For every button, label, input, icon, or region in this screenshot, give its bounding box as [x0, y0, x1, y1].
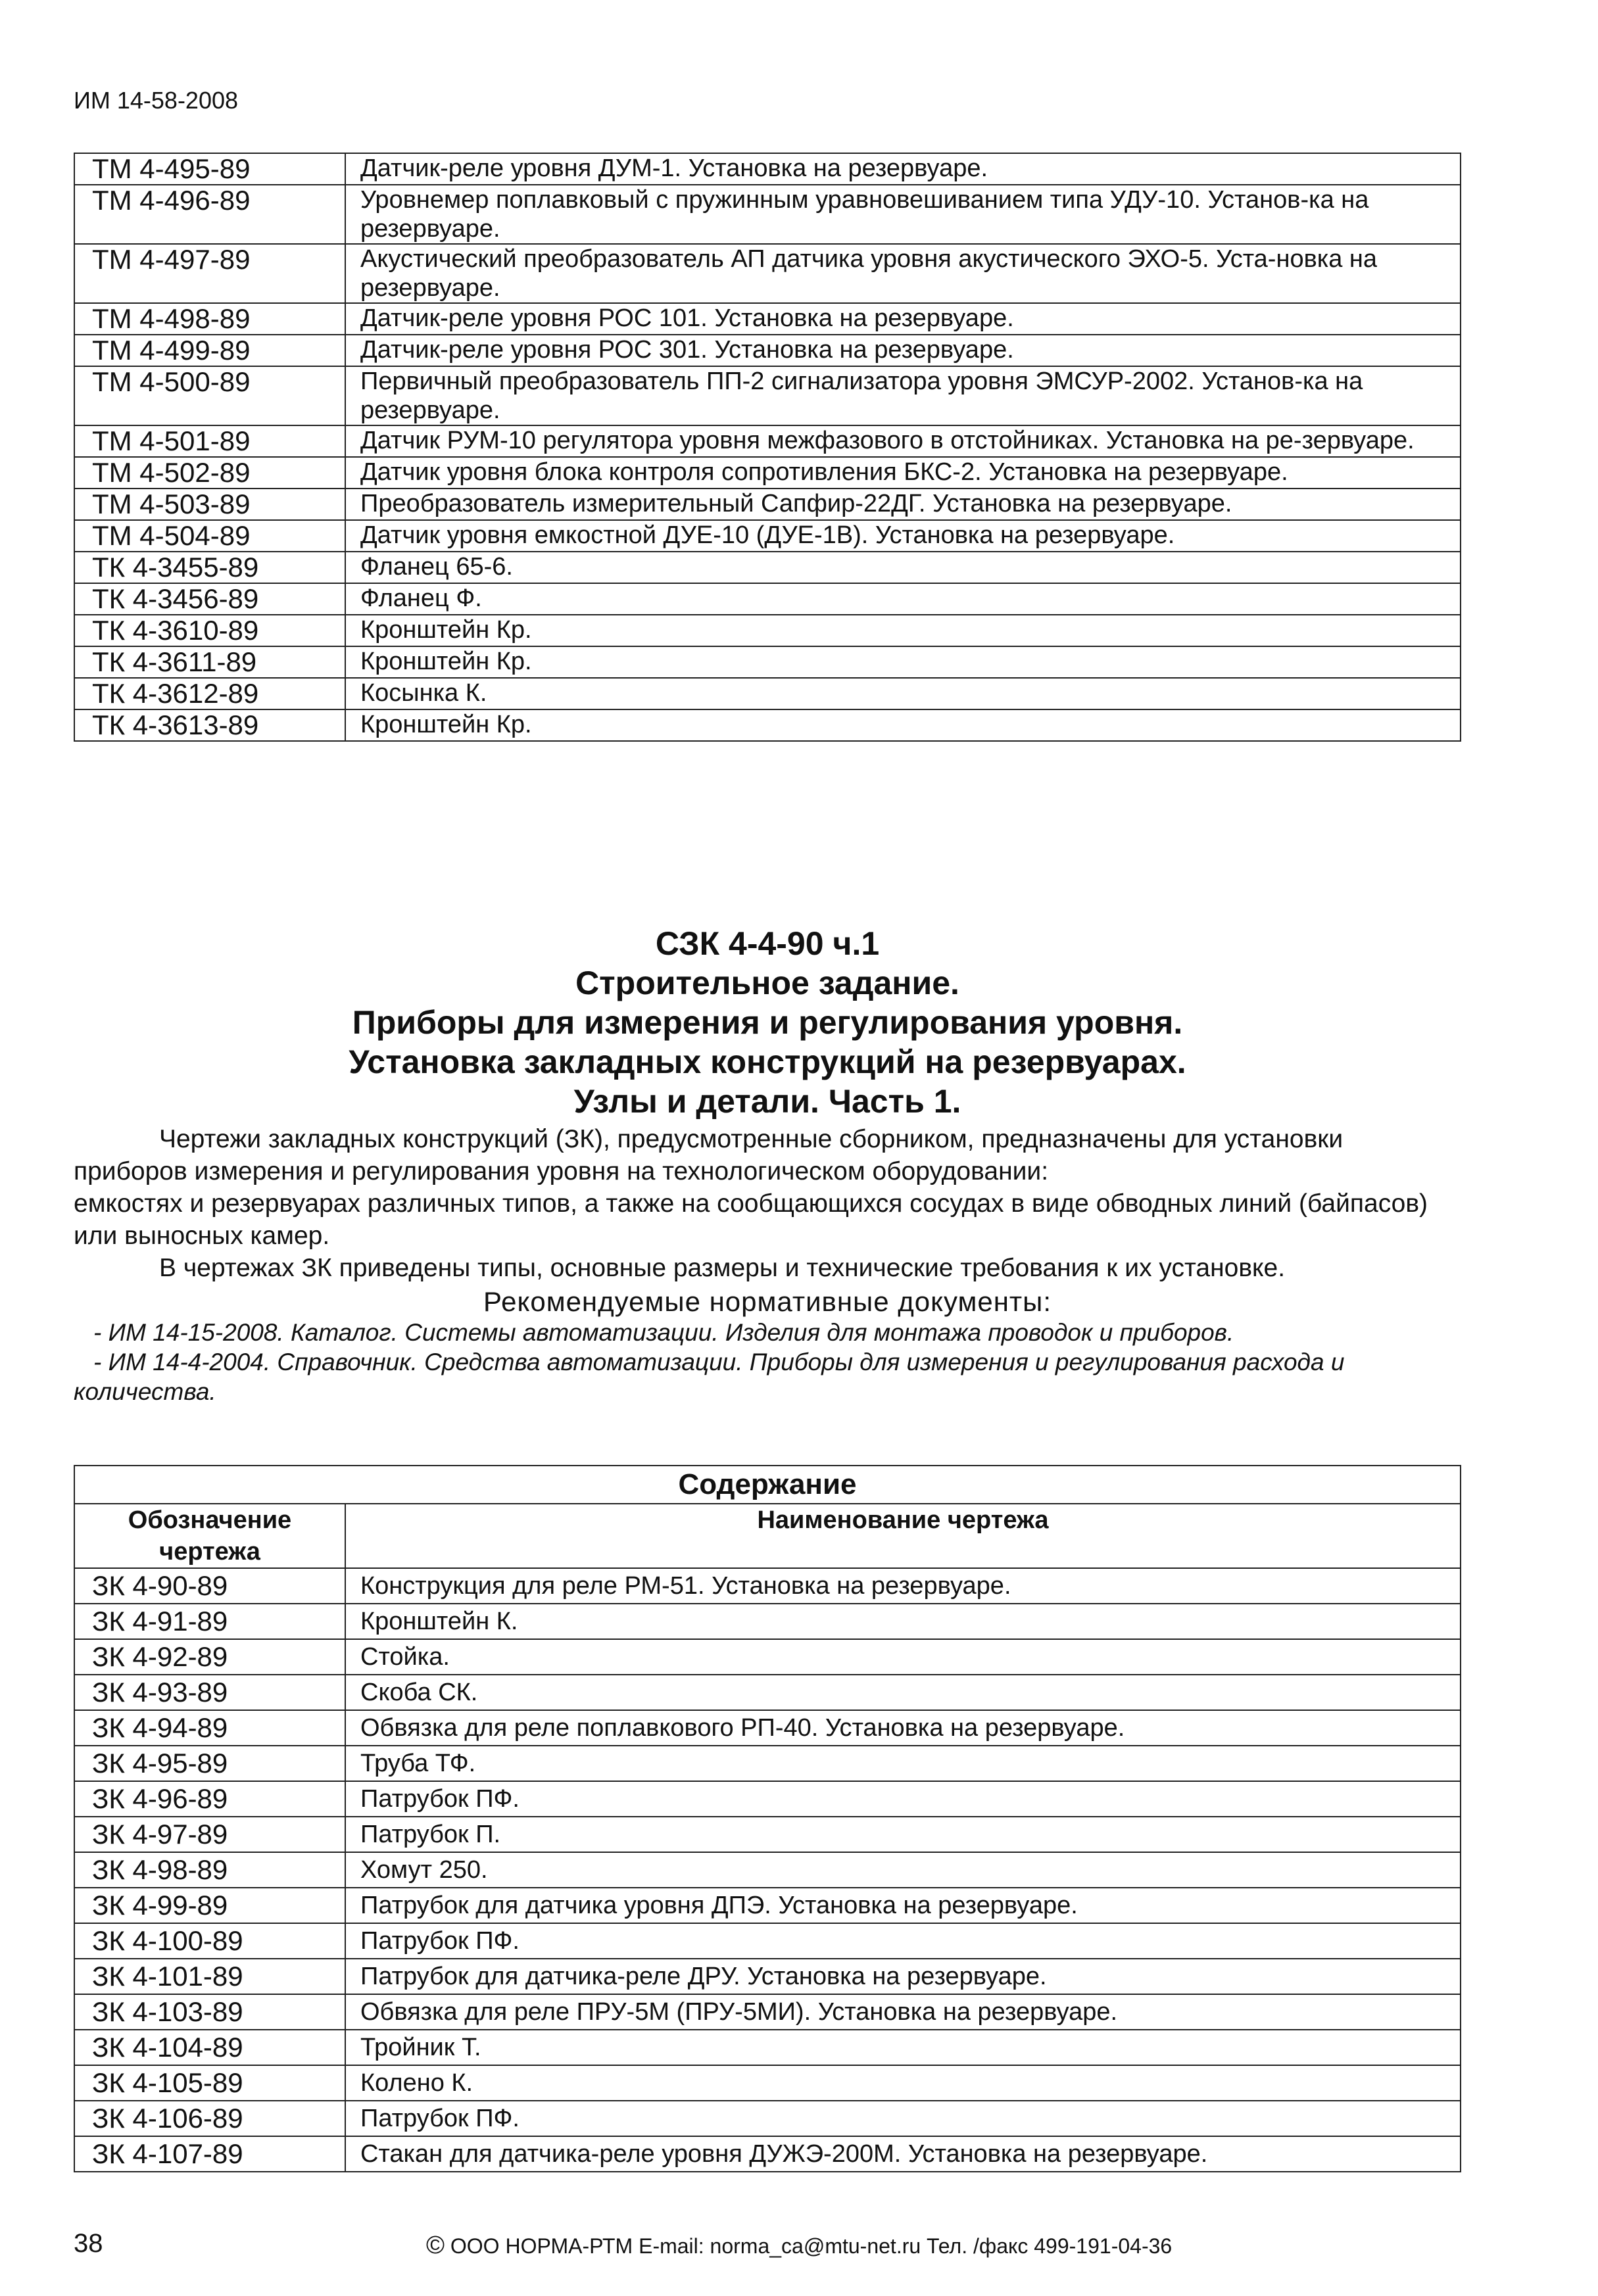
drawing-name: Кронштейн Кр.	[345, 646, 1461, 678]
drawing-code: ТК 4-3456-89	[74, 583, 345, 615]
contents-table	[74, 1465, 1461, 2172]
contents-header-row	[74, 1504, 1461, 1568]
drawing-code: ЗК 4-93-89	[74, 1675, 345, 1710]
drawing-code: ТК 4-3611-89	[74, 646, 345, 678]
drawing-code: ТМ 4-495-89	[74, 153, 345, 185]
drawing-name: Патрубок П.	[345, 1817, 1461, 1852]
drawing-code: ЗК 4-99-89	[74, 1888, 345, 1923]
drawing-code: ЗК 4-95-89	[74, 1746, 345, 1781]
top-drawings-table	[74, 153, 1461, 742]
table-row	[74, 2030, 1461, 2065]
contents-caption: Содержание	[74, 1466, 1461, 1504]
drawing-code: ЗК 4-97-89	[74, 1817, 345, 1852]
table-row	[74, 646, 1461, 678]
table-row	[74, 1852, 1461, 1888]
table-row	[74, 1675, 1461, 1710]
drawing-code: ЗК 4-107-89	[74, 2136, 345, 2172]
drawing-code: ТМ 4-502-89	[74, 457, 345, 489]
drawing-code: ТМ 4-503-89	[74, 489, 345, 520]
drawing-code: ТМ 4-499-89	[74, 335, 345, 366]
table-row	[74, 489, 1461, 520]
drawing-code: ТК 4-3610-89	[74, 615, 345, 646]
drawing-code: ТК 4-3612-89	[74, 678, 345, 709]
drawing-name: Патрубок ПФ.	[345, 2101, 1461, 2136]
drawing-name: Кронштейн Кр.	[345, 615, 1461, 646]
drawing-name: Первичный преобразователь ПП-2 сигнализатора уровня ЭМСУР-2002. Установ-ка на резервуаре.	[345, 366, 1461, 425]
drawing-name: Фланец Ф.	[345, 583, 1461, 615]
table-row	[74, 153, 1461, 185]
reference-item: - ИМ 14-4-2004. Справочник. Средства автоматизации. Приборы для измерения и регулирования расхода и количества.	[74, 1349, 1345, 1405]
table-row	[74, 425, 1461, 457]
drawing-name: Патрубок для датчика уровня ДПЭ. Установка на резервуаре.	[345, 1888, 1461, 1923]
drawing-name: Стакан для датчика-реле уровня ДУЖЭ-200М. Установка на резервуаре.	[345, 2136, 1461, 2172]
table-row	[74, 615, 1461, 646]
section-title-line: СЗК 4-4-90 ч.1	[655, 925, 880, 962]
drawing-code: ТМ 4-504-89	[74, 520, 345, 552]
drawing-code: ЗК 4-98-89	[74, 1852, 345, 1888]
drawing-name: Акустический преобразователь АП датчика уровня акустического ЭХО-5. Уста-новка на резервуаре.	[345, 244, 1461, 303]
paragraph: В чертежах ЗК приведены типы, основные размеры и технические требования к их установке.	[159, 1254, 1286, 1282]
drawing-name: Датчик-реле уровня РОС 301. Установка на резервуаре.	[345, 335, 1461, 366]
drawing-code: ЗК 4-94-89	[74, 1710, 345, 1746]
drawing-name: Колено К.	[345, 2065, 1461, 2101]
table-row	[74, 1817, 1461, 1852]
table-row	[74, 2101, 1461, 2136]
drawing-code: ТМ 4-501-89	[74, 425, 345, 457]
drawing-code: ЗК 4-92-89	[74, 1639, 345, 1675]
table-row	[74, 2065, 1461, 2101]
drawing-name: Конструкция для реле РМ-51. Установка на резервуаре.	[345, 1568, 1461, 1604]
table-row	[74, 583, 1461, 615]
drawing-name: Труба ТФ.	[345, 1746, 1461, 1781]
drawing-code: ЗК 4-101-89	[74, 1959, 345, 1994]
drawing-code: ТК 4-3455-89	[74, 552, 345, 583]
table-row	[74, 1959, 1461, 1994]
table-row	[74, 1888, 1461, 1923]
drawing-name: Датчик-реле уровня РОС 101. Установка на резервуаре.	[345, 303, 1461, 335]
drawing-name: Патрубок ПФ.	[345, 1781, 1461, 1817]
drawing-name: Тройник Т.	[345, 2030, 1461, 2065]
page-number: 38	[74, 2229, 103, 2258]
table-row	[74, 678, 1461, 709]
drawing-code: ТМ 4-497-89	[74, 244, 345, 303]
drawing-name: Обвязка для реле ПРУ-5М (ПРУ-5МИ). Установка на резервуаре.	[345, 1994, 1461, 2030]
drawing-name: Кронштейн Кр.	[345, 709, 1461, 741]
document-id: ИМ 14-58-2008	[74, 87, 239, 114]
table-row	[74, 1710, 1461, 1746]
drawing-name: Обвязка для реле поплавкового РП-40. Установка на резервуаре.	[345, 1710, 1461, 1746]
drawing-name: Датчик уровня емкостной ДУЕ-10 (ДУЕ-1В). Установка на резервуаре.	[345, 520, 1461, 552]
drawing-name: Датчик РУМ-10 регулятора уровня межфазового в отстойниках. Установка на ре-зервуаре.	[345, 425, 1461, 457]
reference-item: - ИМ 14-15-2008. Каталог. Системы автоматизации. Изделия для монтажа проводок и приборов.	[93, 1319, 1234, 1346]
table-row	[74, 1781, 1461, 1817]
section-title-line: Узлы и детали. Часть 1.	[573, 1083, 961, 1120]
table-row	[74, 457, 1461, 489]
table-row	[74, 1994, 1461, 2030]
drawing-code: ТК 4-3613-89	[74, 709, 345, 741]
copyright-text: ООО НОРМА-РТМ E-mail: norma_ca@mtu-net.ru Тел. /факс 499-191-04-36	[445, 2234, 1173, 2258]
drawing-name: Уровнемер поплавковый с пружинным уравновешиванием типа УДУ-10. Установ-ка на резервуаре.	[345, 185, 1461, 244]
table-row	[74, 1746, 1461, 1781]
drawing-code: ЗК 4-100-89	[74, 1923, 345, 1959]
drawing-code: ЗК 4-106-89	[74, 2101, 345, 2136]
copyright-line	[426, 2232, 1172, 2260]
column-header-name: Наименование чертежа	[345, 1504, 1461, 1568]
recommended-docs-title: Рекомендуемые нормативные документы:	[483, 1286, 1052, 1317]
drawing-code: ЗК 4-91-89	[74, 1604, 345, 1639]
drawing-name: Датчик-реле уровня ДУМ-1. Установка на резервуаре.	[345, 153, 1461, 185]
drawing-name: Кронштейн К.	[345, 1604, 1461, 1639]
drawing-code: ТМ 4-500-89	[74, 366, 345, 425]
section-title-line: Строительное задание.	[575, 965, 959, 1001]
table-row	[74, 303, 1461, 335]
table-row	[74, 366, 1461, 425]
section-title-block	[74, 924, 1461, 1121]
table-row	[74, 244, 1461, 303]
drawing-code: ЗК 4-104-89	[74, 2030, 345, 2065]
column-header-code: Обозначение чертежа	[74, 1504, 345, 1568]
drawing-name: Датчик уровня блока контроля сопротивления БКС-2. Установка на резервуаре.	[345, 457, 1461, 489]
drawing-name: Скоба СК.	[345, 1675, 1461, 1710]
section-description	[74, 1123, 1461, 1406]
drawing-name: Стойка.	[345, 1639, 1461, 1675]
drawing-name: Косынка К.	[345, 678, 1461, 709]
copyright-icon: ©	[426, 2232, 445, 2259]
drawing-code: ЗК 4-96-89	[74, 1781, 345, 1817]
drawing-code: ТМ 4-498-89	[74, 303, 345, 335]
paragraph: Чертежи закладных конструкций (ЗК), предусмотренные сборником, предназначены для установки приборов измерения и регулирования уровня на технологическом оборудовании:	[74, 1125, 1344, 1185]
drawing-name: Патрубок для датчика-реле ДРУ. Установка на резервуаре.	[345, 1959, 1461, 1994]
drawing-code: ЗК 4-103-89	[74, 1994, 345, 2030]
drawing-code: ЗК 4-90-89	[74, 1568, 345, 1604]
table-row	[74, 552, 1461, 583]
table-row	[74, 1604, 1461, 1639]
table-row	[74, 2136, 1461, 2172]
drawing-name: Хомут 250.	[345, 1852, 1461, 1888]
table-row	[74, 1568, 1461, 1604]
table-row	[74, 1639, 1461, 1675]
table-row	[74, 335, 1461, 366]
table-row	[74, 185, 1461, 244]
drawing-code: ЗК 4-105-89	[74, 2065, 345, 2101]
drawing-name: Фланец 65-6.	[345, 552, 1461, 583]
table-row	[74, 520, 1461, 552]
contents-caption-row	[74, 1466, 1461, 1504]
drawing-code: ТМ 4-496-89	[74, 185, 345, 244]
drawing-name: Преобразователь измерительный Сапфир-22ДГ. Установка на резервуаре.	[345, 489, 1461, 520]
table-row	[74, 709, 1461, 741]
section-title-line: Приборы для измерения и регулирования уровня.	[352, 1004, 1183, 1041]
drawing-name: Патрубок ПФ.	[345, 1923, 1461, 1959]
paragraph: емкостях и резервуарах различных типов, а также на сообщающихся сосудах в виде обводных линий (байпасов) или выносных камер.	[74, 1189, 1428, 1250]
section-title-line: Установка закладных конструкций на резервуарах.	[349, 1043, 1186, 1080]
table-row	[74, 1923, 1461, 1959]
